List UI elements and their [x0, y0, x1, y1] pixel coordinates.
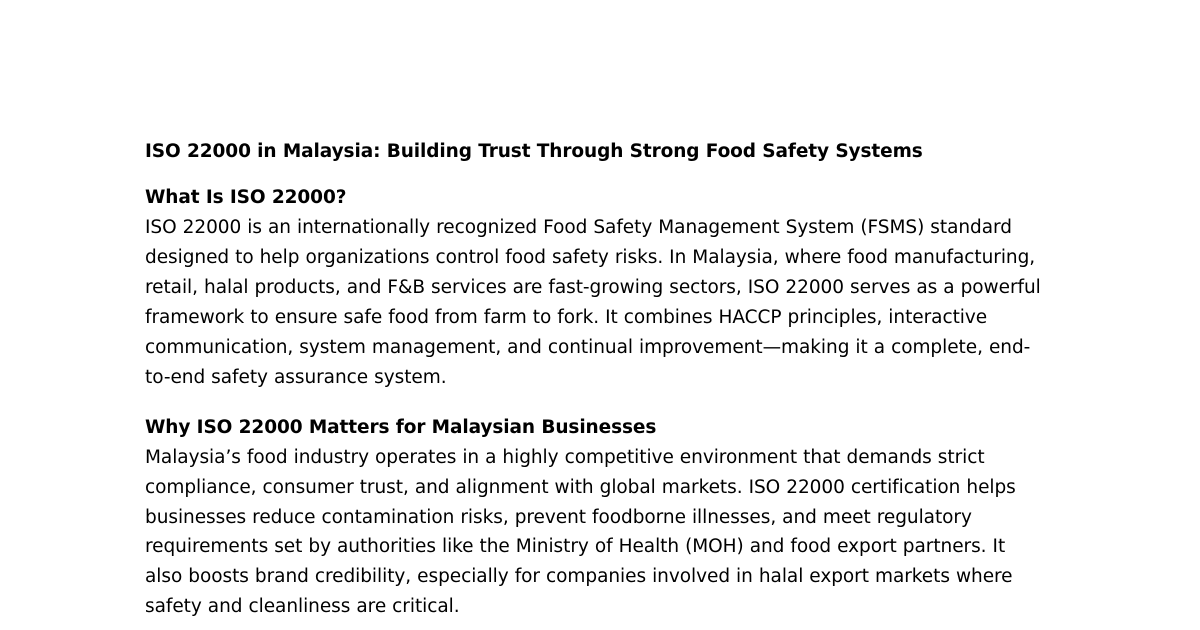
- section-heading-what-is-iso-22000: What Is ISO 22000?: [145, 186, 347, 208]
- document-body: [145, 140, 1045, 622]
- section-paragraph-why-iso-22000-matters: Malaysia’s food industry operates in a highly competitive environment that demands strict compliance, consumer trust, and alignment with global markets. ISO 22000 certification helps businesses reduce contamination risks, prevent foodborne illnesses, and meet regulatory requirements set by authorities like the Ministry of Health (MOH) and food export partners. It also boosts brand credibility, especially for companies involved in halal export markets where safety and cleanliness are critical.: [145, 446, 1016, 618]
- section-heading-why-iso-22000-matters: Why ISO 22000 Matters for Malaysian Businesses: [145, 416, 657, 438]
- document-section: [145, 185, 1045, 393]
- section-paragraph-what-is-iso-22000: ISO 22000 is an internationally recognized Food Safety Management System (FSMS) standard designed to help organizations control food safety risks. In Malaysia, where food manufacturing, retail, halal products, and F&B services are fast-growing sectors, ISO 22000 serves as a powerful framework to ensure safe food from farm to fork. It combines HACCP principles, interactive communication, system management, and continual improvement—making it a complete, end-to-end safety assurance system.: [145, 216, 1041, 388]
- document-title: ISO 22000 in Malaysia: Building Trust Through Strong Food Safety Systems: [145, 141, 923, 162]
- document-section: [145, 415, 1045, 623]
